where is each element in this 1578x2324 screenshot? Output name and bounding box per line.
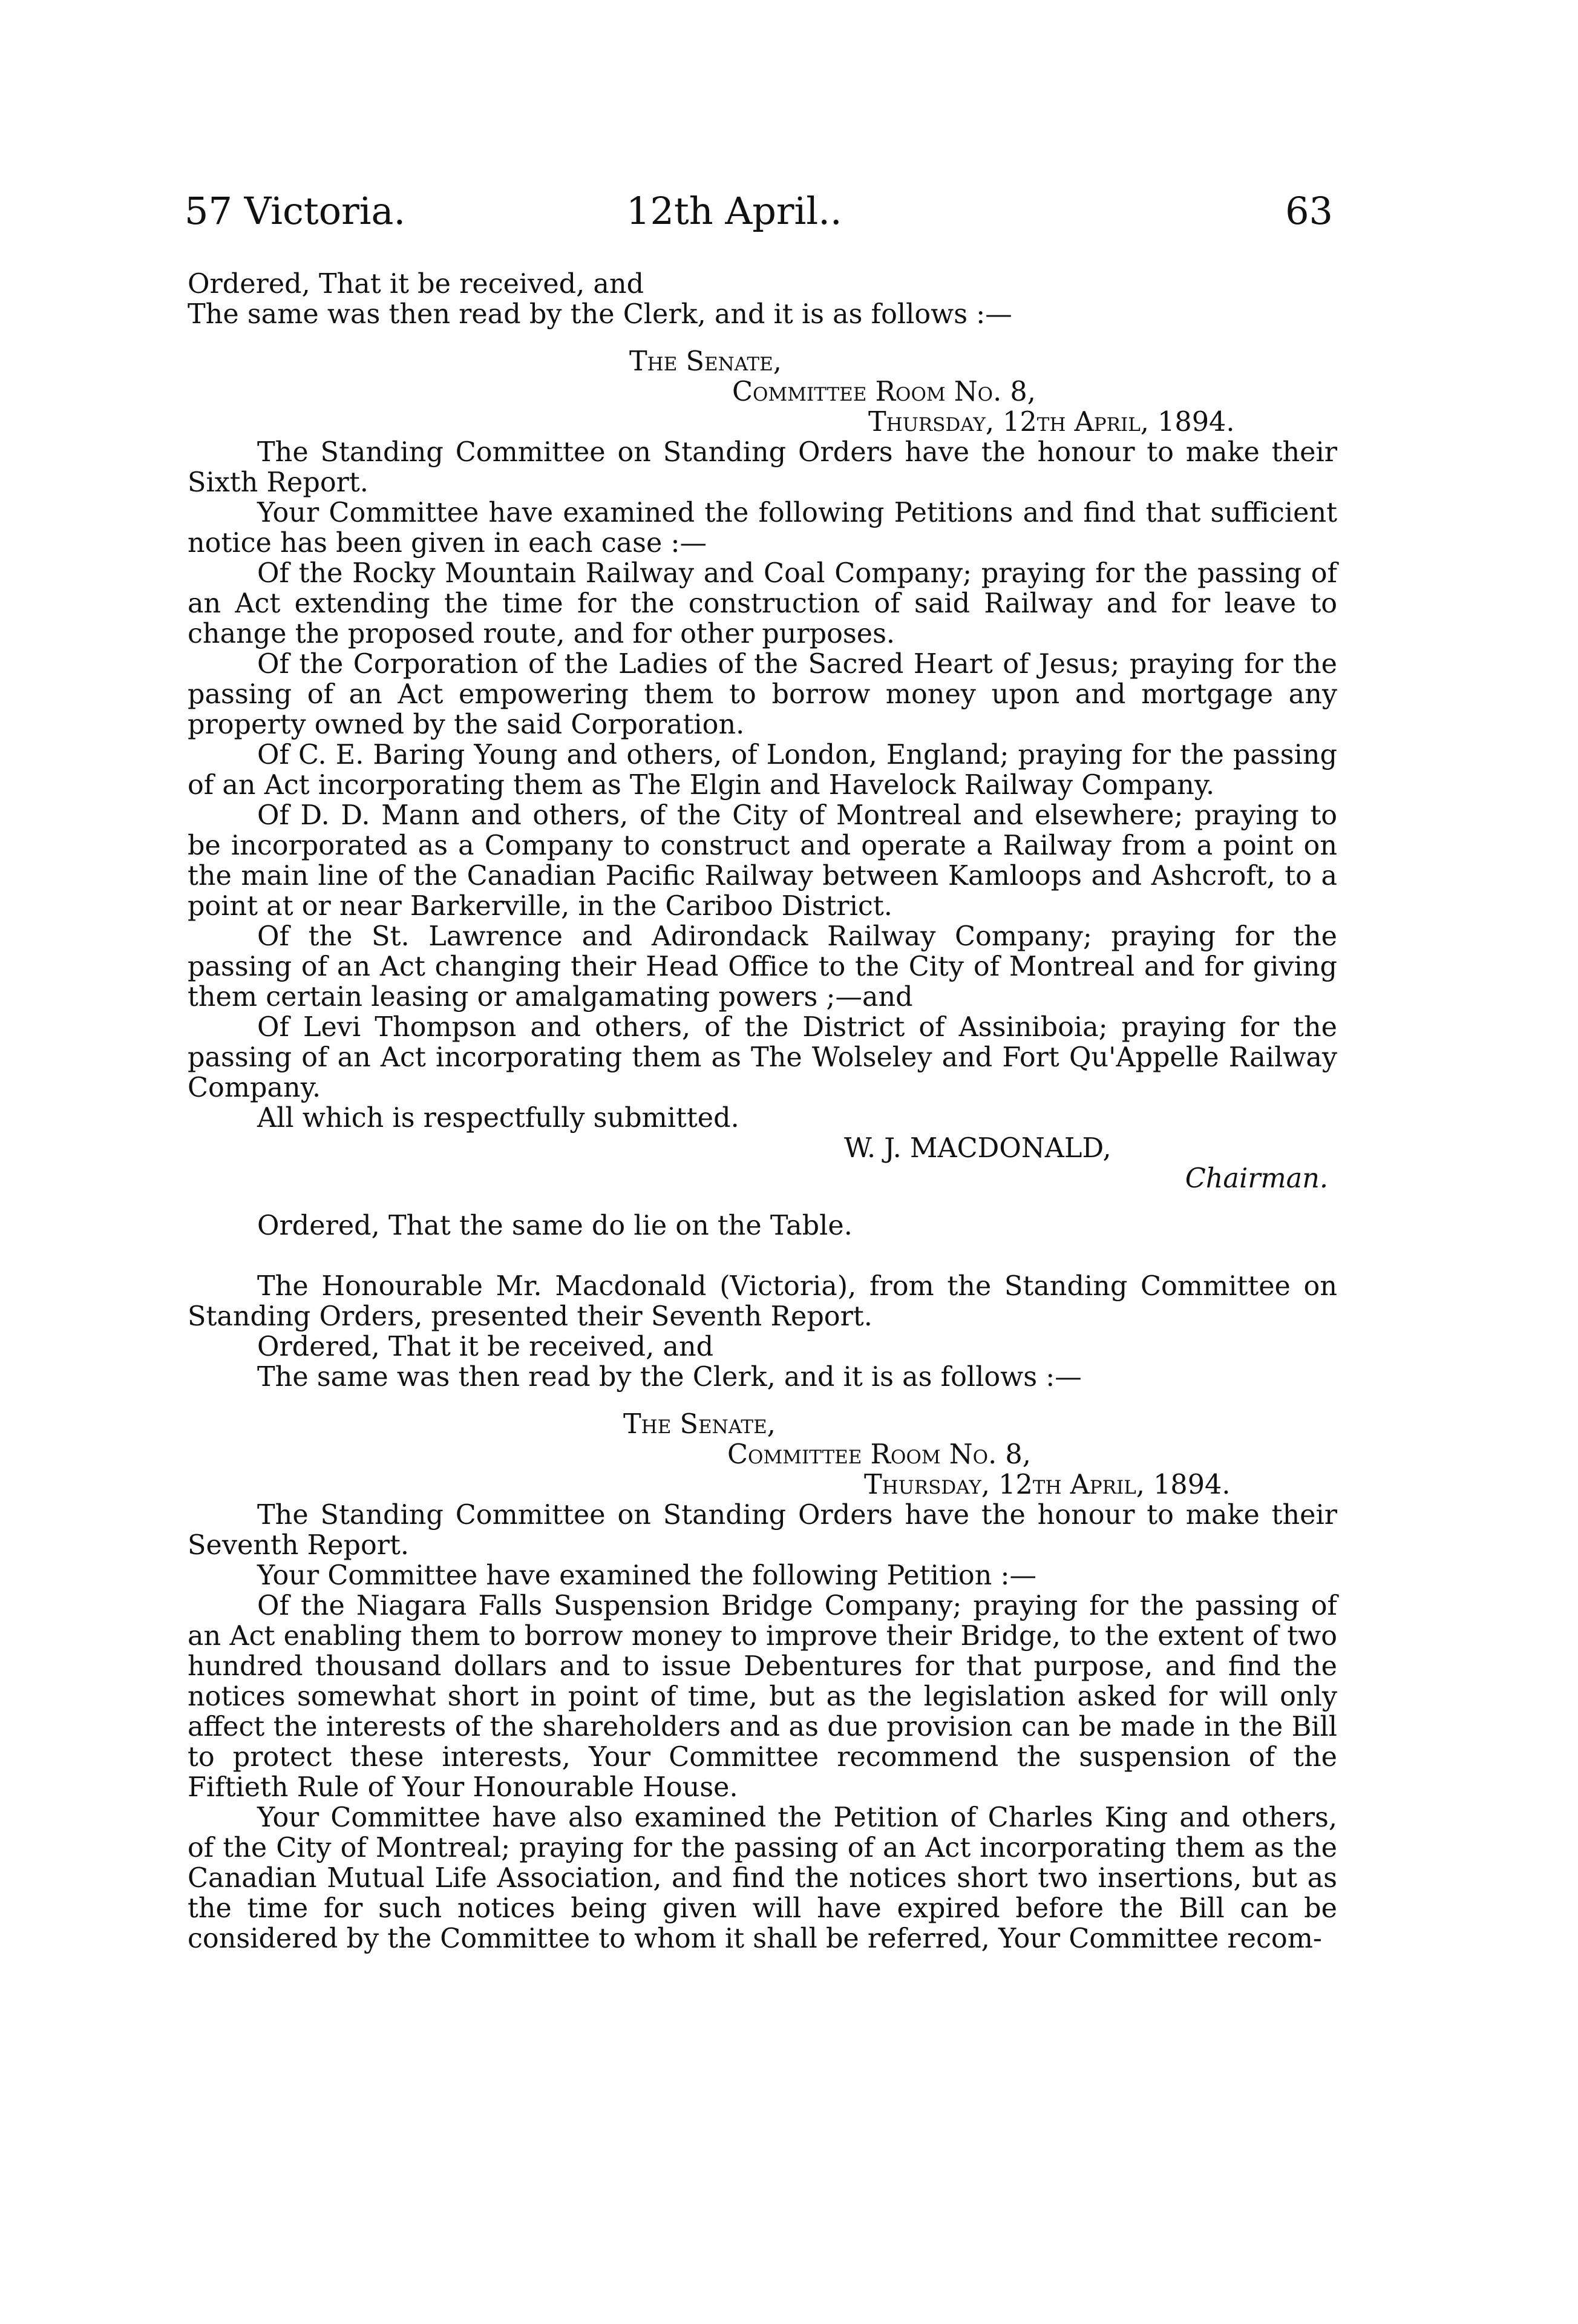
report7-finding: Your Committee have examined the following Petition :—	[257, 1560, 1037, 1591]
seventh-report-presented: The Honourable Mr. Macdonald (Victoria), from the Standing Committee on Standing Orders, presented their Seventh Report.	[188, 1271, 1337, 1332]
running-head-date: 12th April..	[626, 189, 842, 233]
signature-name: W. J. MACDONALD,	[844, 1133, 1111, 1164]
page-number: 63	[1285, 189, 1333, 233]
senate-heading-1: The Senate,	[629, 346, 782, 377]
petition-sacred-heart: Of the Corporation of the Ladies of the Sacred Heart of Jesus; praying for the passing of an Act empowering them to borrow money upon and mortgage any property owned by the said Corporation.	[188, 649, 1337, 740]
senate-heading-2: The Senate,	[623, 1409, 776, 1440]
read-by-clerk-2: The same was then read by the Clerk, and it is as follows :—	[257, 1362, 1082, 1393]
petition-mann: Of D. D. Mann and others, of the City of Montreal and elsewhere; praying to be incorporated as a Company to construct and operate a Railway from a point on the main line of the Canadian Pacific Railway between Kamloops and Ashcroft, to a point at or near Barkerville, in the Cariboo District.	[188, 800, 1337, 922]
petition-st-lawrence: Of the St. Lawrence and Adirondack Railway Company; praying for the passing of an Act changing their Head Office to the City of Montreal and for giving them certain leasing or amalgamating powers ;—and	[188, 921, 1337, 1013]
read-by-clerk-1: The same was then read by the Clerk, and it is as follows :—	[188, 299, 1012, 330]
report6-intro: The Standing Committee on Standing Orders have the honour to make their Sixth Report.	[188, 437, 1337, 498]
petition-charles-king: Your Committee have also examined the Petition of Charles King and others, of the City of Montreal; praying for the passing of an Act incorporating them as the Canadian Mutual Life Association, and find the notices short two insertions, but as the time for such notices being given will have expired before the Bill can be considered by the Committee to whom it shall be referred, Your Committee recom-	[188, 1802, 1337, 1954]
petition-niagara-bridge: Of the Niagara Falls Suspension Bridge Company; praying for the passing of an Act enabling them to borrow money to improve their Bridge, to the extent of two hundred thousand dollars and to issue Debentures for that purpose, and find the notices somewhat short in point of time, but as the legislation asked for will only affect the interests of the shareholders and as due provision can be made in the Bill to protect these interests, Your Committee recommend the suspension of the Fiftieth Rule of Your Honourable House.	[188, 1590, 1337, 1803]
ordered-lie-on-table: Ordered, That the same do lie on the Table.	[257, 1210, 853, 1241]
report7-intro: The Standing Committee on Standing Orders have the honour to make their Seventh Report.	[188, 1500, 1337, 1561]
ordered-received-2: Ordered, That it be received, and	[257, 1331, 714, 1362]
ordered-received-1: Ordered, That it be received, and	[188, 269, 644, 300]
signature-title: Chairman.	[1185, 1163, 1328, 1194]
petition-wolseley: Of Levi Thompson and others, of the District of Assiniboia; praying for the passing of an Act incorporating them as The Wolseley and Fort Qu'Appelle Railway Company.	[188, 1012, 1337, 1103]
submitted-line: All which is respectfully submitted.	[257, 1103, 739, 1134]
report6-finding: Your Committee have examined the following Petitions and find that sufficient notice has been given in each case :—	[188, 497, 1337, 559]
petition-elgin-havelock: Of C. E. Baring Young and others, of London, England; praying for the passing of an Act incorporating them as The Elgin and Havelock Railway Company.	[188, 740, 1337, 801]
petition-rocky-mountain: Of the Rocky Mountain Railway and Coal Company; praying for the passing of an Act extending the time for the construction of said Railway and for leave to change the proposed route, and for other purposes.	[188, 558, 1337, 649]
page-body	[188, 269, 1337, 1954]
committee-room-2: Committee Room No. 8,	[727, 1439, 1031, 1470]
report-date-1: Thursday, 12th April, 1894.	[868, 407, 1235, 438]
running-head-left: 57 Victoria.	[185, 189, 406, 233]
report-date-2: Thursday, 12th April, 1894.	[864, 1469, 1231, 1500]
committee-room-1: Committee Room No. 8,	[732, 376, 1036, 407]
